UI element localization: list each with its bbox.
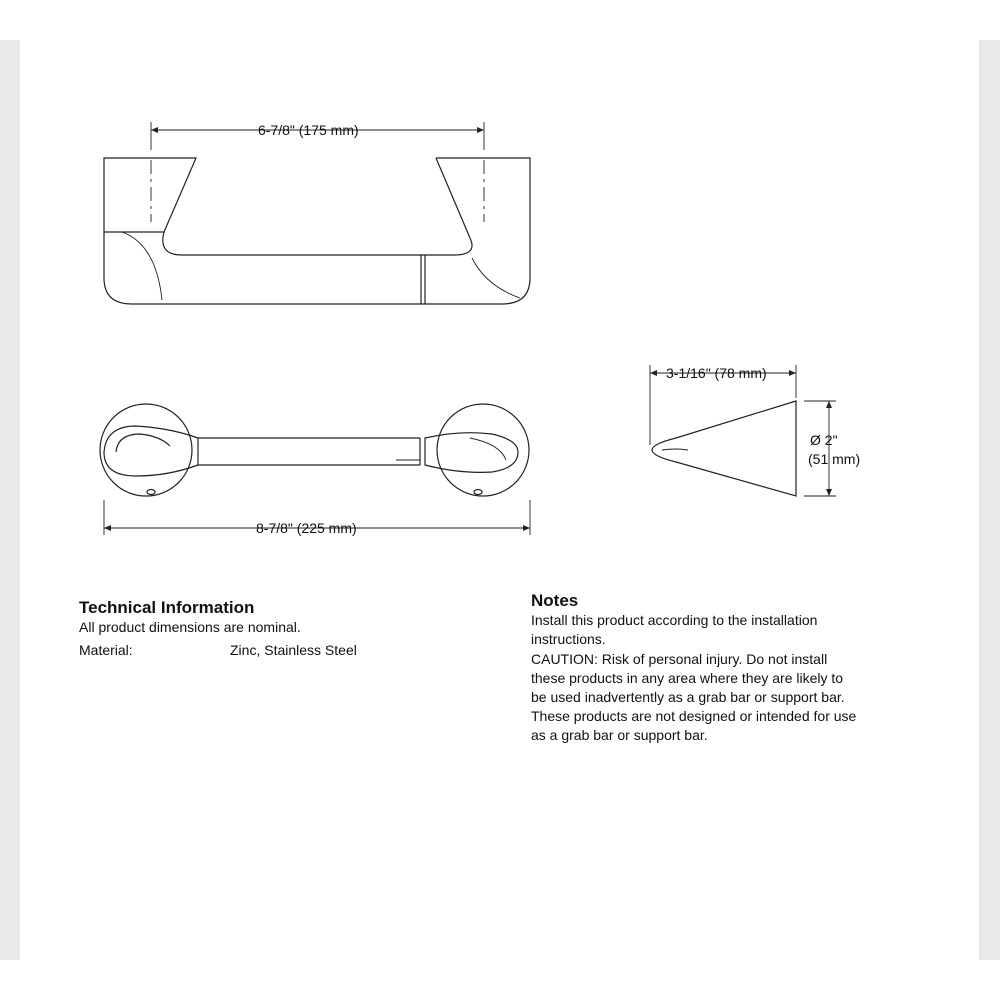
notes-heading: Notes: [531, 591, 579, 610]
technical-information: [79, 598, 499, 659]
top-view-drawing: [104, 122, 530, 304]
diameter-millimeters: (51 mm): [808, 451, 861, 467]
caution-note: CAUTION: Risk of personal injury. Do not install these products in any area where they are likely to be used inadvertently as a grab bar or support bar. These products are not designed or intended for use as a grab bar or support bar.: [531, 651, 857, 743]
projection-dimension: 3-1/16" (78 mm): [666, 365, 767, 381]
overall-length-dimension: 8-7/8" (225 mm): [256, 520, 357, 536]
material-row: [79, 641, 499, 659]
material-value: Zinc, Stainless Steel: [230, 642, 357, 658]
notes-section: [531, 591, 861, 745]
front-view-drawing: [100, 404, 530, 535]
top-width-dimension: 6-7/8" (175 mm): [258, 122, 359, 138]
nominal-note: All product dimensions are nominal.: [79, 619, 301, 635]
material-label: Material:: [79, 642, 133, 658]
install-note: Install this product according to the installation instructions.: [531, 612, 818, 647]
diameter-inches: Ø 2": [810, 432, 838, 448]
technical-heading: Technical Information: [79, 598, 255, 617]
side-view-drawing: [650, 365, 836, 496]
